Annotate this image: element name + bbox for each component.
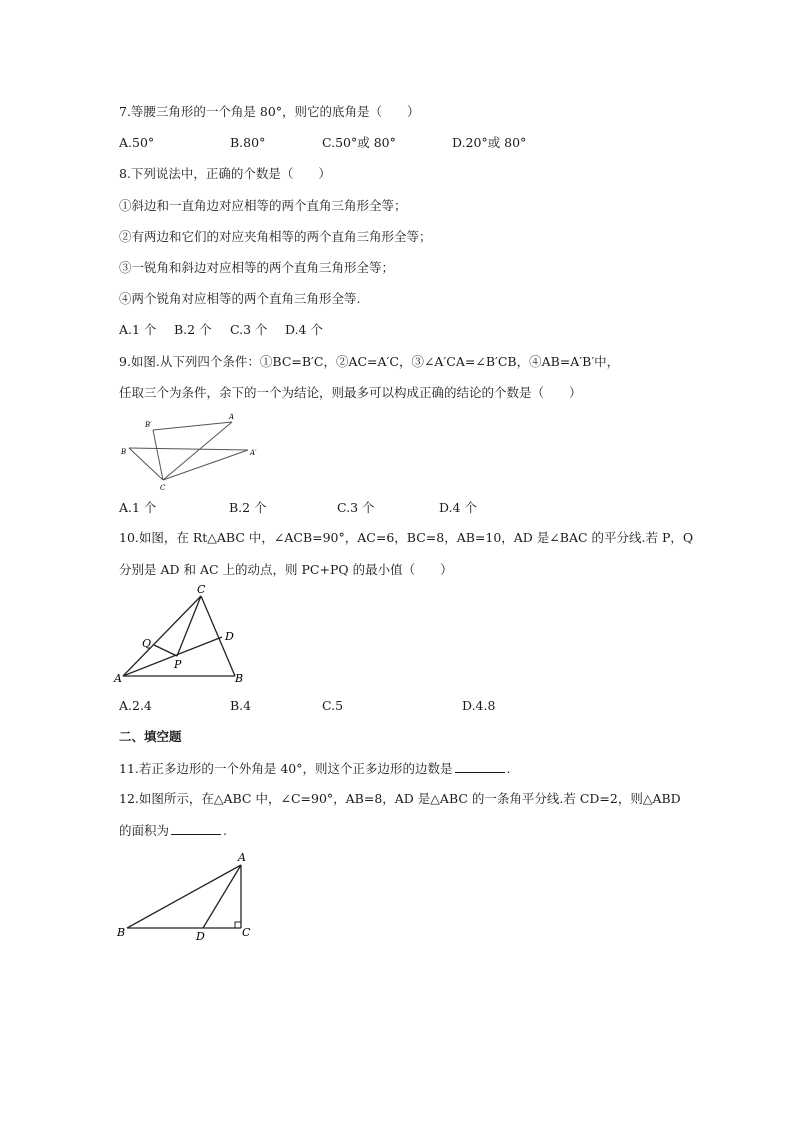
q11-line [119,760,511,777]
q9-label-bprime: B′ [145,421,152,429]
q12-segment-a-b [127,865,241,928]
q12-line1: 12.如图所示，在△ABC 中，∠C=90°，AB=8，AD 是△ABC 的一条角平分线.若 CD=2，则△ABD [119,791,681,806]
q9-label-a: A [229,413,235,421]
q7-stem: 7.等腰三角形的一个角是 80°，则它的底角是（ ） [119,104,420,119]
q9-segment-a-c [163,422,232,480]
section-2-heading: 二、填空题 [119,729,182,744]
q9-option-b: B.2 个 [229,500,267,515]
q12-segment-a-d [203,865,241,928]
q10-segment-a-c [123,596,201,676]
q10-segment-a-d [123,637,222,676]
q9-option-c: C.3 个 [337,500,375,515]
q9-stem-line1: 9.如图.从下列四个条件：①BC=B′C，②AC=A′C，③∠A′CA=∠B′CB，④AB=A′B′中， [119,354,620,369]
q9-segment-aprime-c [163,450,248,480]
q8-statement-2: ②有两边和它们的对应夹角相等的两个直角三角形全等； [119,229,432,244]
q12-figure [110,845,260,945]
q12-text: 的面积为 [119,823,170,838]
q11-answer-blank[interactable] [455,760,505,773]
q10-label-b: B [235,672,244,685]
q12-period: . [223,823,227,838]
q10-option-b: B.4 [230,698,252,713]
q9-segment-b-aprime [129,448,248,450]
q10-segment-q-p [154,645,177,656]
q9-label-aprime: A′ [250,449,257,457]
q10-option-d: D.4.8 [462,698,496,713]
q9-figure [115,408,265,492]
q8-statement-4: ④两个锐角对应相等的两个直角三角形全等. [119,291,361,306]
q12-label-b: B [117,926,126,939]
q12-label-a: A [238,851,246,864]
q12-right-angle-mark [235,922,241,928]
q11-period: . [506,761,511,776]
q9-option-d: D.4 个 [439,500,477,515]
q10-figure [110,582,260,686]
q8-option-d: D.4 个 [285,322,323,337]
q8-option-c: C.3 个 [230,322,268,337]
q7-option-a: A.50° [119,135,155,150]
q10-label-d: D [225,630,234,643]
q7-option-d: D.20°或 80° [452,135,527,150]
q12-answer-blank[interactable] [171,822,221,835]
q7-option-c: C.50°或 80° [322,135,396,150]
q8-option-a: A.1 个 [119,322,157,337]
q12-label-d: D [196,930,205,943]
q10-stem-line2: 分别是 AD 和 AC 上的动点，则 PC+PQ 的最小值（ ） [119,562,453,577]
q9-option-a: A.1 个 [119,500,157,515]
q8-stem: 8.下列说法中，正确的个数是（ ） [119,166,331,181]
q8-statement-3: ③一锐角和斜边对应相等的两个直角三角形全等； [119,260,395,275]
q9-label-c: C [160,484,166,492]
q8-option-b: B.2 个 [174,322,212,337]
q9-stem-line2: 任取三个为条件，余下的一个为结论，则最多可以构成正确的结论的个数是（ ） [119,385,582,400]
q9-segment-bprime-a [153,422,232,430]
q7-option-b: B.80° [230,135,266,150]
q9-label-b: B [121,448,127,456]
q10-label-p: P [174,658,182,671]
q10-label-a: A [114,672,122,685]
q10-stem-line1: 10.如图，在 Rt△ABC 中，∠ACB=90°，AC=6，BC=8，AB=10，AD 是∠BAC 的平分线.若 P，Q [119,530,694,545]
q12-line2 [119,822,227,839]
q11-text: 11.若正多边形的一个外角是 40°，则这个正多边形的边数是 [119,761,453,776]
q12-label-c: C [242,926,251,939]
q10-option-c: C.5 [322,698,344,713]
q10-option-a: A.2.4 [119,698,152,713]
q10-label-c: C [197,583,206,596]
q8-statement-1: ①斜边和一直角边对应相等的两个直角三角形全等； [119,198,407,213]
q10-label-q: Q [142,637,152,650]
